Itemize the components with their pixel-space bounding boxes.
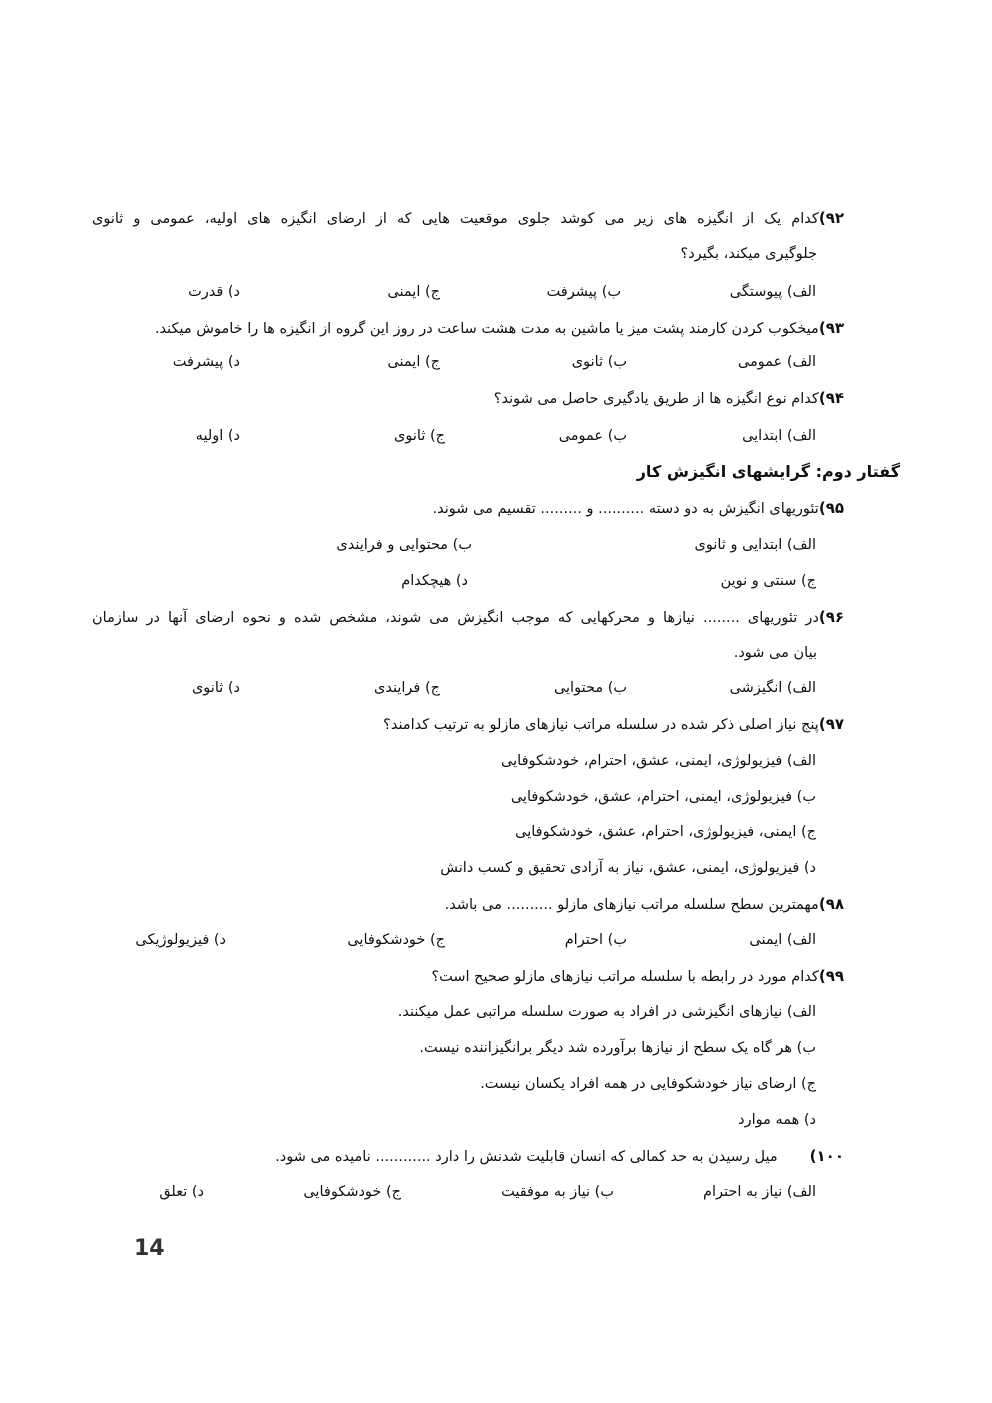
question-text: میخکوب کردن کارمند پشت میز یا ماشین به مدت هشت ساعت در روز این گروه از انگیزه ها را خاموش میکند. (154, 321, 819, 337)
option-c: ج) خودشکوفایی (303, 1184, 401, 1200)
option-d: د) فیزیولوژی، ایمنی، عشق، نیاز به آزادی تحقیق و کسب دانش (440, 860, 816, 876)
question-92-continuation: جلوگیری میکند، بگیرد؟ (680, 246, 817, 262)
question-number: ۹۶) (818, 608, 844, 626)
option-a: الف) ابتدایی (742, 428, 816, 444)
option-b: ب) احترام (564, 932, 627, 948)
question-number: ۹۷) (818, 715, 844, 733)
question-number: ۹۸) (818, 895, 844, 913)
option-c: ج) ایمنی (387, 354, 440, 370)
option-d: د) هیچکدام (401, 573, 468, 589)
option-a: الف) انگیزشی (729, 680, 816, 696)
option-b: ب) ثانوی (571, 354, 627, 370)
option-b: ب) عمومی (558, 428, 627, 444)
option-a: الف) فیزیولوژی، ایمنی، عشق، احترام، خودشکوفایی (501, 753, 816, 769)
option-b: ب) محتوایی و فرایندی (336, 537, 472, 553)
option-b: ب) هر گاه یک سطح از نیازها برآورده شد دیگر برانگیزاننده نیست. (419, 1040, 816, 1056)
question-text: تئوریهای انگیزش به دو دسته .......... و ......... تقسیم می شوند. (432, 501, 819, 517)
question-97 (383, 714, 844, 735)
option-c: ج) ایمنی (387, 284, 440, 300)
question-96 (92, 607, 844, 628)
question-96-continuation: بیان می شود. (733, 645, 817, 661)
option-d: د) اولیه (195, 428, 240, 444)
option-d: د) قدرت (188, 284, 240, 300)
question-number: ۹۲) (818, 209, 844, 227)
option-b: ب) پیشرفت (546, 284, 621, 300)
question-number: ۹۴) (818, 389, 844, 407)
option-c: ج) فرایندی (374, 680, 440, 696)
option-d: د) همه موارد (738, 1112, 816, 1128)
question-94 (494, 388, 844, 409)
question-92 (92, 208, 844, 229)
question-text: کدام یک از انگیزه های زیر می کوشد جلوی موقعیت هایی که از ارضای انگیزه های اولیه، عمومی و ثانوی (92, 211, 819, 227)
question-number: ۹۹) (818, 967, 844, 985)
question-text: پنج نیاز اصلی ذکر شده در سلسله مراتب نیازهای مازلو به ترتیب کدامند؟ (383, 717, 819, 733)
option-b: ب) نیاز به موفقیت (501, 1184, 614, 1200)
option-d: د) فیزیولوژیکی (135, 932, 226, 948)
option-c: ج) ثانوی (394, 428, 445, 444)
question-number: ۱۰۰) (809, 1147, 844, 1165)
question-95 (433, 498, 844, 519)
option-d: د) پیشرفت (172, 354, 240, 370)
section-heading: گفتار دوم: گرایشهای انگیزش کار (636, 462, 900, 481)
question-99 (431, 966, 844, 987)
option-a: الف) ابتدایی و ثانوی (694, 537, 816, 553)
question-number: ۹۳) (818, 319, 844, 337)
question-text: در تئوریهای ........ نیازها و محرکهایی که موجب انگیزش می شوند، مشخص شده و نحوه ارضای آنها در سازمان (92, 610, 819, 626)
option-a: الف) ایمنی (749, 932, 816, 948)
option-c: ج) ایمنی، فیزیولوژی، احترام، عشق، خودشکوفایی (515, 824, 816, 840)
option-d: د) ثانوی (191, 680, 240, 696)
option-a: الف) پیوستگی (729, 284, 816, 300)
option-c: ج) سنتی و نوین (720, 573, 816, 589)
option-d: د) تعلق (159, 1184, 204, 1200)
option-b: ب) فیزیولوژی، ایمنی، احترام، عشق، خودشکوفایی (510, 789, 816, 805)
question-100 (275, 1146, 844, 1167)
option-a: الف) نیازهای انگیزشی در افراد به صورت سلسله مراتبی عمل میکنند. (397, 1004, 816, 1020)
question-93 (155, 318, 844, 339)
question-text: کدام نوع انگیزه ها از طریق یادگیری حاصل می شوند؟ (493, 391, 819, 407)
option-c: ج) ارضای نیاز خودشکوفایی در همه افراد یکسان نیست. (480, 1076, 816, 1092)
option-b: ب) محتوایی (553, 680, 627, 696)
question-text: مهمترین سطح سلسله مراتب نیازهای مازلو .......... می باشد. (444, 897, 819, 913)
option-a: الف) نیاز به احترام (703, 1184, 816, 1200)
question-98 (445, 894, 844, 915)
question-number: ۹۵) (818, 499, 844, 517)
question-text: کدام مورد در رابطه با سلسله مراتب نیازهای مازلو صحیح است؟ (431, 969, 819, 985)
page-number: 14 (134, 1236, 165, 1261)
question-text: میل رسیدن به حد کمالی که انسان قابلیت شدنش را دارد ............ نامیده می شود. (275, 1149, 778, 1165)
option-a: الف) عمومی (737, 354, 816, 370)
option-c: ج) خودشکوفایی (347, 932, 445, 948)
